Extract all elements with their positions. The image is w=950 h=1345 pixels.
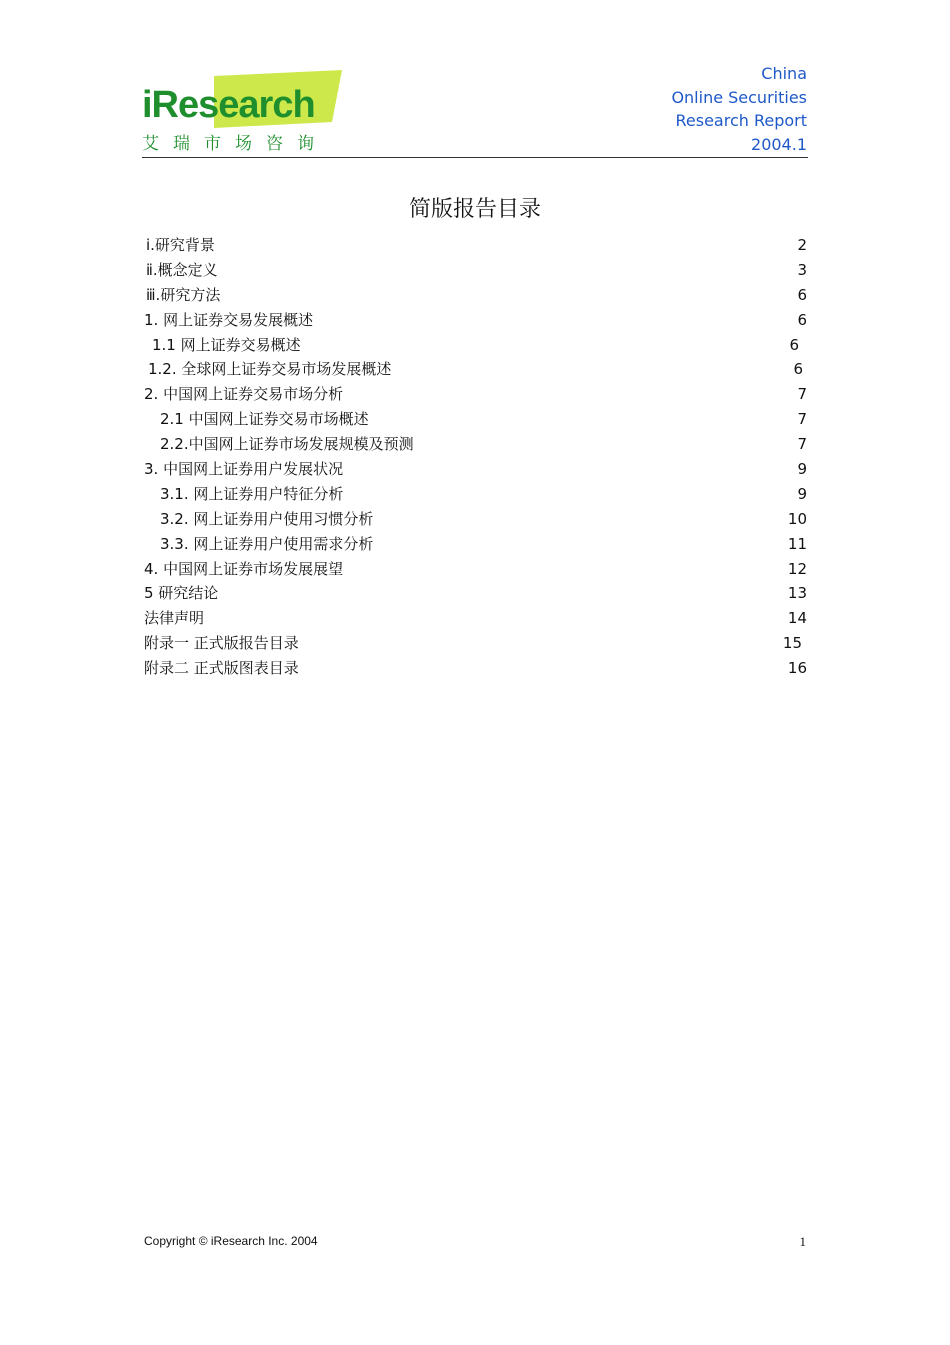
toc-entry-label: 2. 中国网上证券交易市场分析 bbox=[144, 385, 344, 404]
report-title-line: Online Securities bbox=[671, 87, 807, 107]
toc-entry-page: 7 bbox=[797, 410, 807, 429]
toc-entry-page: 6 bbox=[797, 310, 807, 329]
toc-entry[interactable] bbox=[0, 507, 950, 532]
header-divider bbox=[142, 157, 808, 158]
iresearch-logo bbox=[142, 70, 342, 160]
table-of-contents bbox=[0, 233, 950, 681]
toc-entry-page: 7 bbox=[797, 385, 807, 404]
toc-entry-label: 1.1 网上证券交易概述 bbox=[152, 335, 301, 354]
toc-entry-page: 6 bbox=[789, 335, 799, 354]
logo-chinese-subtitle: 艾瑞市场咨询 bbox=[142, 134, 328, 154]
toc-entry-page: 9 bbox=[797, 484, 807, 503]
toc-entry-label: 2.1 中国网上证券交易市场概述 bbox=[160, 410, 369, 429]
toc-entry-page: 15 bbox=[782, 634, 802, 653]
toc-entry-label: ⅱ.概念定义 bbox=[146, 260, 218, 279]
report-title-block bbox=[671, 62, 807, 156]
toc-entry-label: 3.3. 网上证券用户使用需求分析 bbox=[160, 534, 374, 553]
report-title-line: Research Report bbox=[675, 111, 807, 130]
toc-entry-label: 4. 中国网上证券市场发展展望 bbox=[144, 559, 344, 578]
toc-entry-page: 9 bbox=[797, 460, 807, 479]
toc-entry[interactable] bbox=[0, 233, 950, 258]
toc-entry[interactable] bbox=[0, 656, 950, 681]
toc-entry-page: 2 bbox=[797, 236, 807, 254]
toc-entry[interactable] bbox=[0, 457, 950, 482]
toc-entry-page: 11 bbox=[787, 534, 807, 553]
toc-entry-label: 2.2.中国网上证券市场发展规模及预测 bbox=[160, 435, 414, 454]
toc-entry[interactable] bbox=[0, 532, 950, 557]
toc-entry-page: 13 bbox=[787, 584, 807, 603]
toc-entry-label: ⅲ.研究方法 bbox=[146, 285, 221, 304]
toc-entry[interactable] bbox=[0, 482, 950, 507]
toc-entry-page: 12 bbox=[787, 559, 807, 578]
toc-entry[interactable] bbox=[0, 581, 950, 606]
toc-entry-page: 6 bbox=[797, 285, 807, 304]
toc-entry[interactable] bbox=[0, 333, 950, 358]
toc-entry-label: 附录二 正式版图表目录 bbox=[144, 659, 299, 678]
toc-heading: 简版报告目录 bbox=[408, 197, 541, 222]
toc-entry-page: 14 bbox=[787, 609, 807, 628]
toc-entry-page: 6 bbox=[793, 360, 803, 379]
toc-entry-label: 3. 中国网上证券用户发展状况 bbox=[144, 460, 344, 479]
toc-entry[interactable] bbox=[0, 631, 950, 656]
toc-entry[interactable] bbox=[0, 357, 950, 382]
toc-entry[interactable] bbox=[0, 283, 950, 308]
footer-copyright: Copyright © iResearch Inc. 2004 bbox=[144, 1234, 318, 1248]
report-title-line: China bbox=[761, 64, 807, 83]
toc-entry[interactable] bbox=[0, 606, 950, 631]
report-title-line: 2004.1 bbox=[751, 134, 807, 154]
toc-entry-label: 附录一 正式版报告目录 bbox=[144, 634, 299, 653]
toc-entry-label: 法律声明 bbox=[144, 609, 205, 628]
toc-entry-page: 7 bbox=[797, 435, 807, 454]
toc-entry-page: 10 bbox=[787, 509, 807, 528]
footer-page-number: 1 bbox=[799, 1234, 806, 1249]
toc-entry[interactable] bbox=[0, 258, 950, 283]
toc-entry[interactable] bbox=[0, 557, 950, 582]
toc-entry-label: 1.2. 全球网上证券交易市场发展概述 bbox=[148, 360, 392, 379]
toc-entry-label: 1. 网上证券交易发展概述 bbox=[144, 310, 314, 329]
toc-entry[interactable] bbox=[0, 407, 950, 432]
logo-wordmark: iResearch bbox=[142, 84, 315, 126]
toc-entry-label: ⅰ.研究背景 bbox=[146, 236, 215, 254]
toc-entry-label: 3.2. 网上证券用户使用习惯分析 bbox=[160, 509, 374, 528]
toc-entry-page: 16 bbox=[787, 659, 807, 678]
toc-entry[interactable] bbox=[0, 382, 950, 407]
toc-entry[interactable] bbox=[0, 308, 950, 333]
toc-entry-label: 3.1. 网上证券用户特征分析 bbox=[160, 484, 344, 503]
toc-entry-label: 5 研究结论 bbox=[144, 584, 219, 603]
toc-entry-page: 3 bbox=[797, 260, 807, 279]
toc-entry[interactable] bbox=[0, 432, 950, 457]
